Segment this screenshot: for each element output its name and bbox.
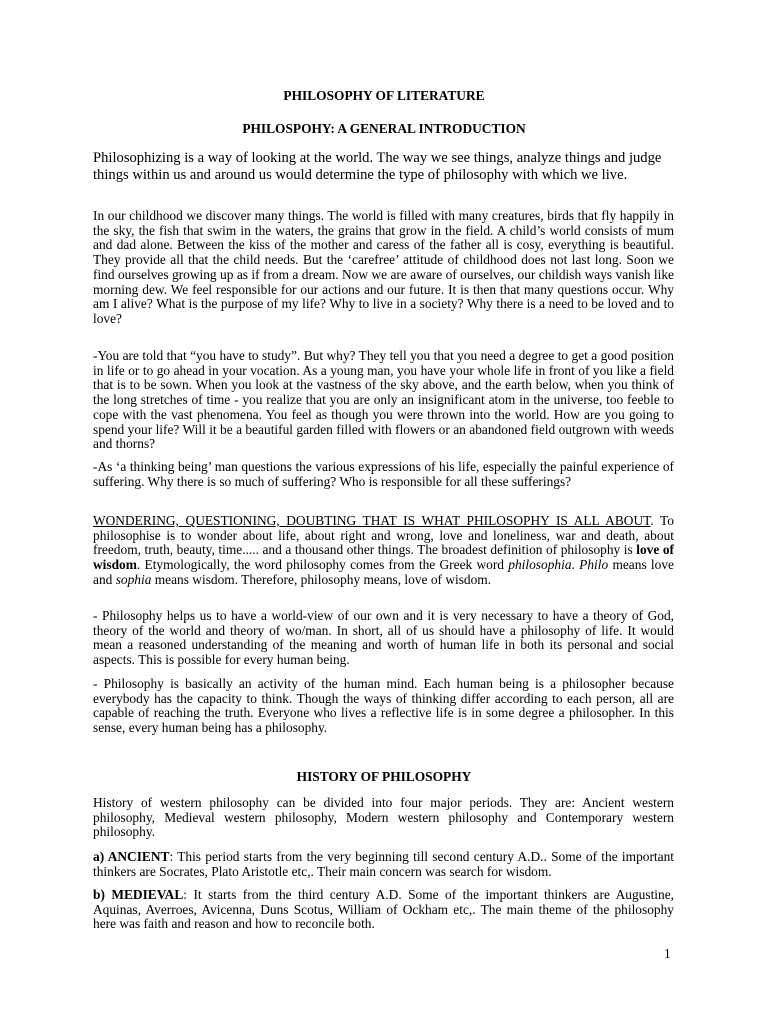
paragraph-wondering: WONDERING, QUESTIONING, DOUBTING THAT IS WHAT PHILOSOPHY IS ALL ABOUT. To philosophise is to wonder about life, about right and wrong, love and loneliness, war and death, about freedom, truth, beauty, time..... and a thousand other things. The broadest definition of philosophy is love of wisdom. Etymologically, the word philosophy comes from the Greek word philosophia. Philo means love and sophia means wisdom. Therefore, philosophy means, love of wisdom. [93, 513, 674, 587]
paragraph-study: -You are told that “you have to study”. But why? They tell you that you need a degree to get a good position in life or to go ahead in your vocation. As a young man, you have your whole life in front of you like a field that is to be sown. When you look at the vastness of the sky above, and the earth below, when you think of the long stretches of time - you realize that you are only an insignificant atom in the universe, too feeble to cope with the vast phenomena. You feel as though you were thrown into the world. How are you going to spend your life? Will it be a beautiful garden filled with flowers or an abandoned field outgrown with weeds and thorns? [93, 348, 674, 452]
ancient-label: a) ANCIENT [93, 849, 170, 864]
bold-phrase: love of wisdom [93, 542, 674, 573]
page-number: 1 [664, 946, 671, 961]
paragraph-childhood: In our childhood we discover many things. The world is filled with many creatures, birds that fly happily in the sky, the fish that swim in the waters, the grains that grow in the field. A child’s world consists of mum and dad alone. Between the kiss of the mother and caress of the father all is cosy, everything is beautiful. They provide all that the child needs. But the ‘carefree’ attitude of childhood does not last long. Soon we find ourselves growing up as if from a dream. Now we are aware of ourselves, our childish ways vanish like morning dew. We feel responsible for our actions and our future. It is then that many questions occur. Why am I alive? What is the purpose of my life? Why to live in a society? Why there is a need to be loved and to love? [93, 208, 674, 326]
underlined-phrase: WONDERING, QUESTIONING, DOUBTING THAT IS WHAT PHILOSOPHY IS ALL ABOUT [93, 513, 651, 528]
paragraph-activity: - Philosophy is basically an activity of the human mind. Each human being is a philosopher because everybody has the capacity to think. Though the ways of thinking differ according to each person, all are capable of reaching the truth. Everyone who lives a reflective life is in some degree a philosopher. In this sense, every human being has a philosophy. [93, 676, 674, 736]
section-heading-introduction: PHILOSPOHY: A GENERAL INTRODUCTION [242, 121, 526, 136]
paragraph-history-intro: History of western philosophy can be divided into four major periods. They are: Ancient western philosophy, Medieval western philosophy, Modern western philosophy and Contemporary western philosophy. [93, 795, 674, 840]
document-title: PHILOSOPHY OF LITERATURE [283, 88, 485, 103]
paragraph-ancient: a) ANCIENT: This period starts from the very beginning till second century A.D.. Some of the important thinkers are Socrates, Plato Aristotle etc,. Their main concern was search for wisdom. [93, 849, 674, 879]
paragraph-suffering: -As ‘a thinking being’ man questions the various expressions of his life, especially the painful experience of suffering. Why there is so much of suffering? Who is responsible for all these sufferings? [93, 459, 674, 489]
paragraph-worldview: - Philosophy helps us to have a world-view of our own and it is very necessary to have a theory of God, theory of the world and theory of wo/man. In short, all of us should have a philosophy of life. It would mean a reasoned understanding of the meaning and worth of human life in both its personal and social aspects. This is possible for every human being. [93, 608, 674, 668]
section-heading-history: HISTORY OF PHILOSOPHY [296, 769, 472, 784]
medieval-label: b) MEDIEVAL [93, 887, 184, 902]
intro-paragraph: Philosophizing is a way of looking at the world. The way we see things, analyze things and judge things within us and around us would determine the type of philosophy with which we live. [93, 150, 662, 183]
paragraph-medieval: b) MEDIEVAL: It starts from the third century A.D. Some of the important thinkers are Augustine, Aquinas, Averroes, Avicenna, Duns Scotus, William of Ockham etc,. The main theme of the philosophy here was faith and reason and how to reconcile both. [93, 887, 674, 932]
